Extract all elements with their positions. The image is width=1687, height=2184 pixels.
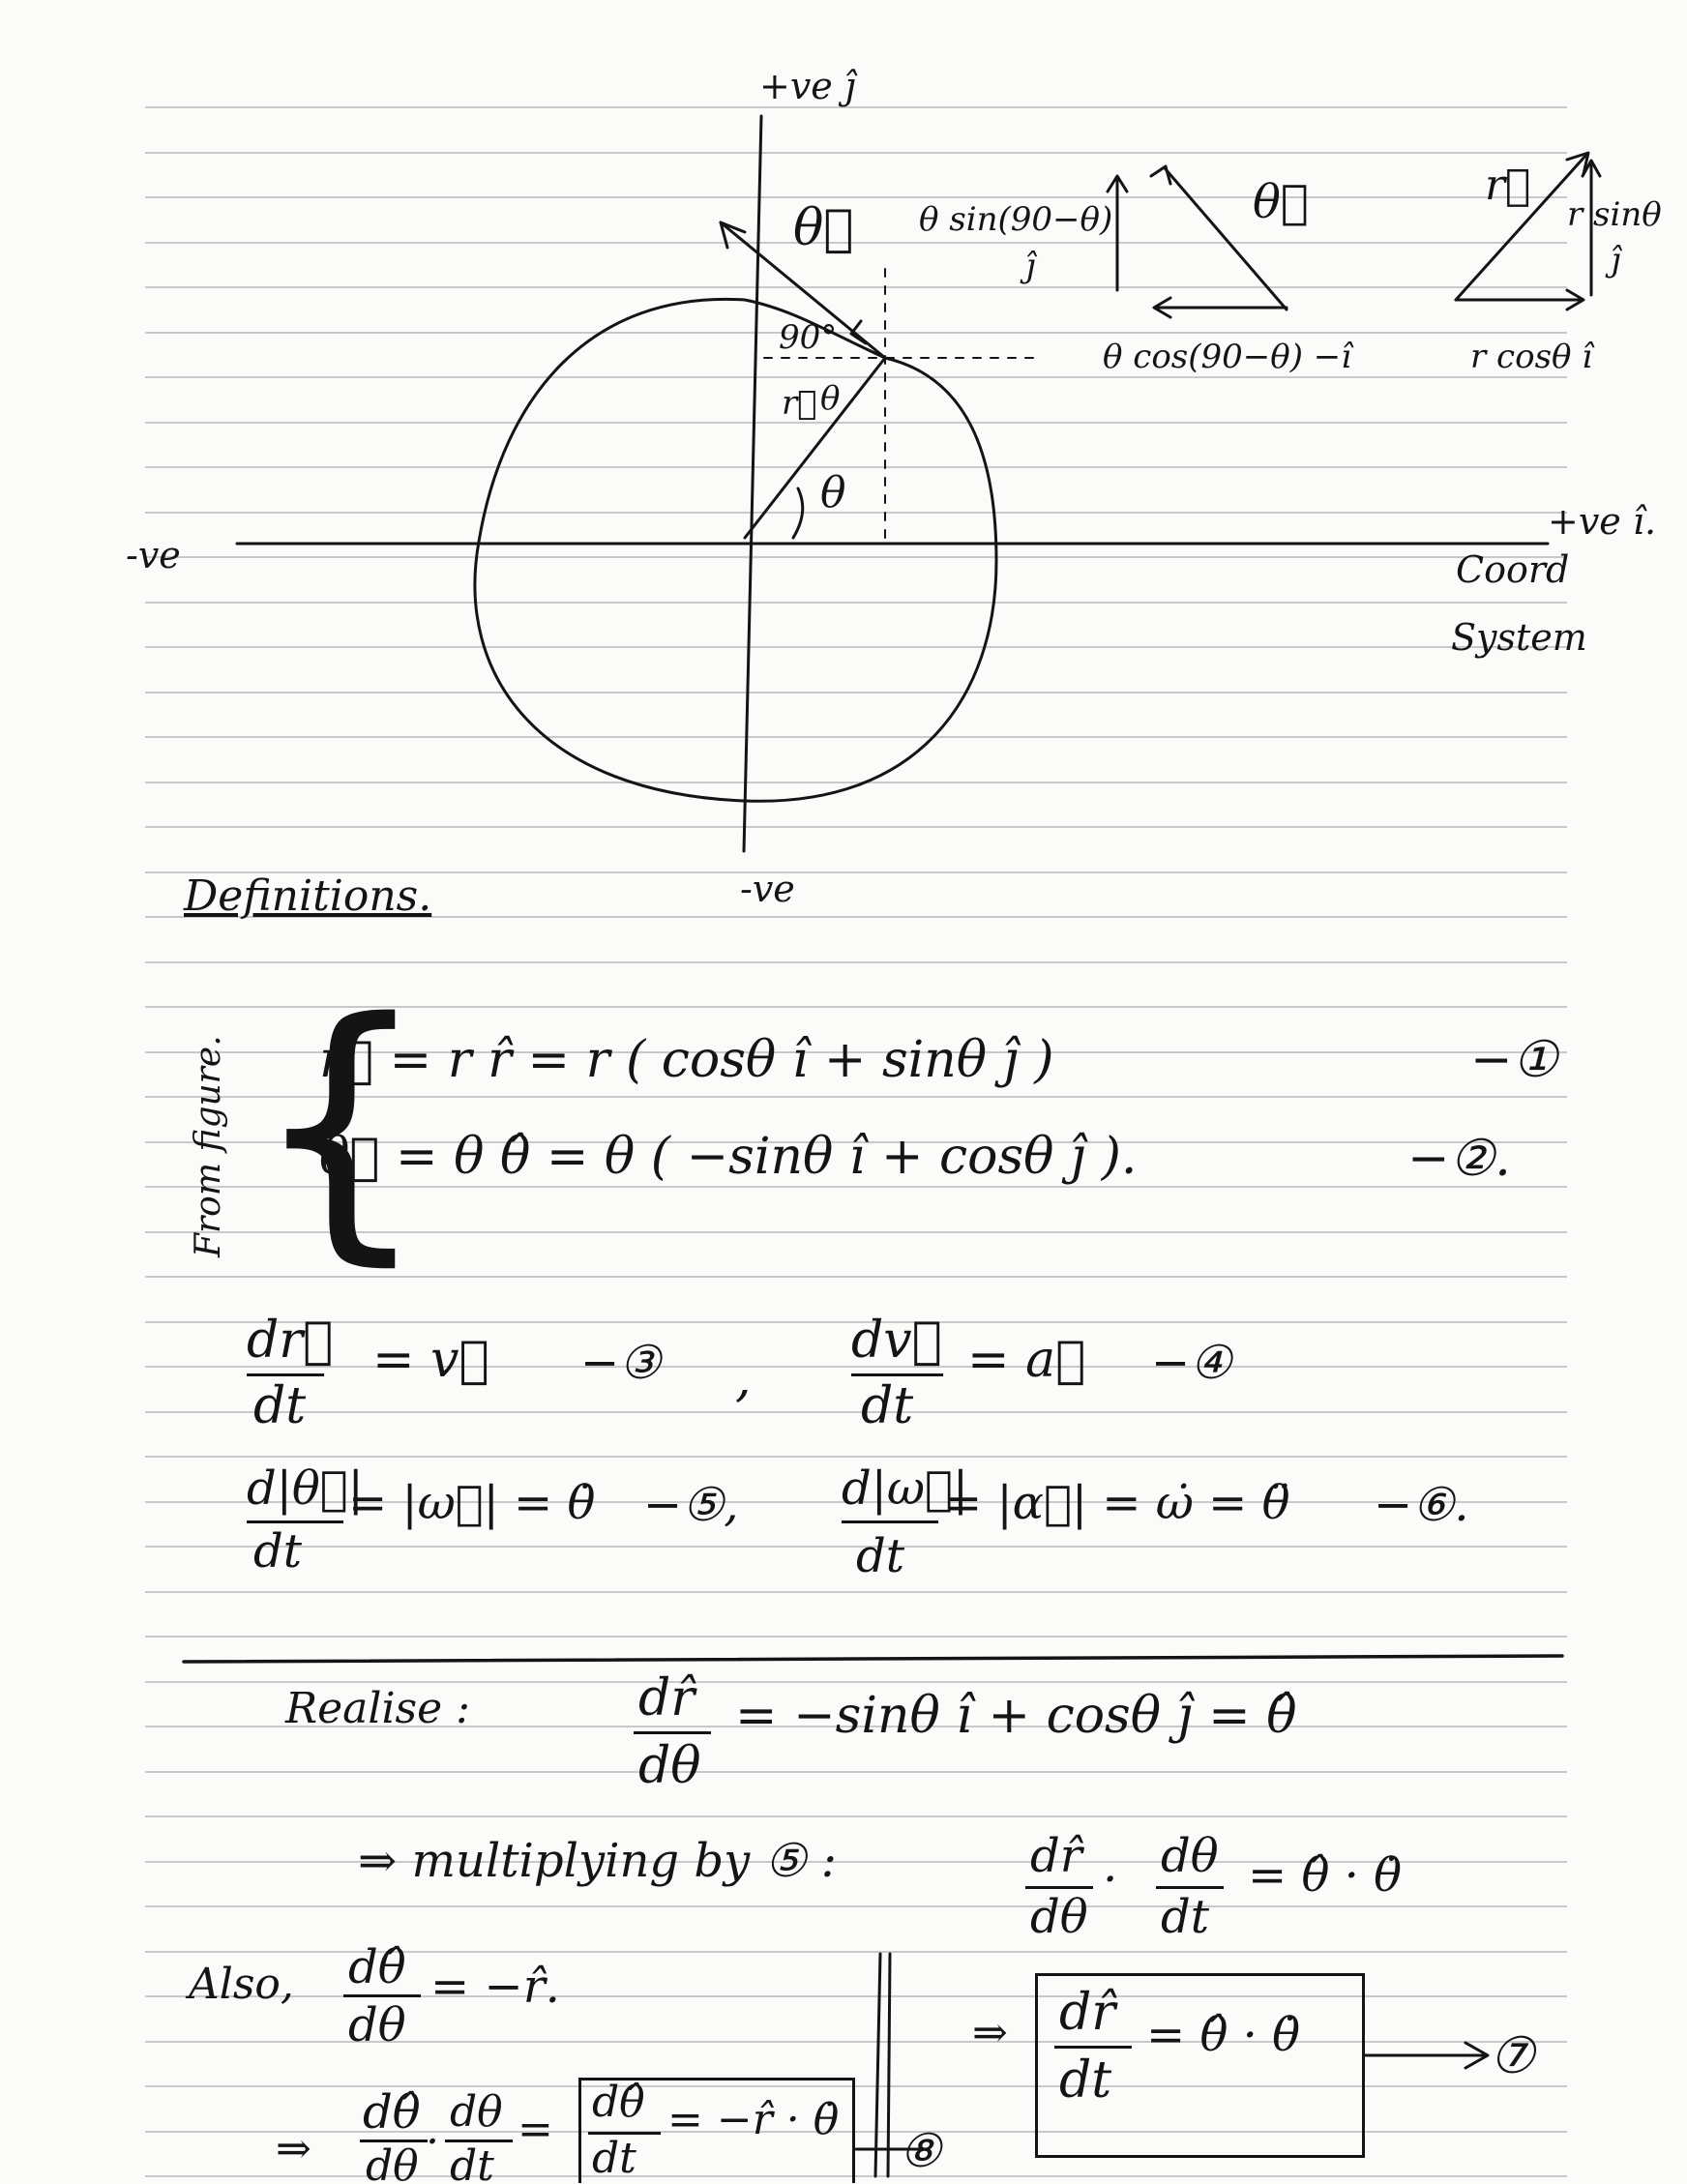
mult-rhs: = θ̂ · θ̇	[1248, 1848, 1403, 1903]
deriv4-denominator: dt	[856, 1529, 905, 1583]
also-fraction-bar	[343, 1994, 421, 1997]
theta-triangle-vertical-unit: ĵ	[1025, 247, 1036, 285]
mult-numerator-1: dr̂	[1030, 1829, 1082, 1883]
deriv1-denominator: dt	[253, 1377, 307, 1435]
deriv-separator: ,	[735, 1350, 752, 1408]
also-l-numerator-2: dθ	[450, 2087, 503, 2137]
small-theta-label: θ	[820, 379, 841, 418]
theta-vector-label: θ⃗	[793, 199, 854, 257]
theta-angle-arc	[793, 488, 803, 538]
multiplying-text: ⇒ multiplying by ⑤ :	[358, 1834, 837, 1888]
ninety-degree-label: 90°	[779, 318, 838, 357]
eq8-numerator: dθ̂	[592, 2078, 645, 2127]
also-rhs: = −r̂.	[430, 1960, 560, 2014]
deriv3-fraction-bar	[247, 1520, 343, 1523]
deriv1-tag: −③	[580, 1336, 662, 1390]
also-l-dot: .	[426, 2105, 439, 2154]
also-l-denominator-2: dt	[450, 2141, 494, 2184]
axis-x-positive-label: +ve î.	[1548, 500, 1657, 543]
axis-y-positive-label: +ve ĵ	[759, 65, 856, 107]
r-triangle-vertical-unit: ĵ	[1611, 241, 1621, 280]
eq7-tag: ⑦	[1490, 2027, 1535, 2085]
mult-fraction-bar-2	[1156, 1886, 1224, 1889]
eq8-denominator: dt	[592, 2134, 636, 2183]
equation-2-tag: −②.	[1407, 1130, 1511, 1188]
realise-rhs: = −sinθ î + cosθ ĵ = θ̂	[735, 1687, 1297, 1745]
deriv1-rhs: = v⃗	[372, 1331, 489, 1389]
theta-triangle-vector-label: θ⃗	[1253, 175, 1309, 229]
deriv2-tag: −④	[1151, 1336, 1232, 1390]
also-l-equals: =	[518, 2105, 553, 2154]
theta-triangle-vertical-label: θ sin(90−θ)	[919, 200, 1113, 239]
axis-y-negative-label: -ve	[740, 868, 795, 910]
eq7-numerator: dr̂	[1059, 1984, 1116, 2042]
realise-fraction-bar	[634, 1731, 711, 1734]
realise-label: Realise :	[285, 1684, 470, 1733]
eq7-fraction-bar	[1054, 2046, 1132, 2049]
system-label: System	[1451, 616, 1587, 659]
deriv3-tag: −⑤,	[643, 1478, 739, 1532]
also-l-denominator-1: dθ	[366, 2141, 419, 2184]
mult-numerator-2: dθ	[1161, 1829, 1219, 1883]
boxed-implies-arrow: ⇒	[972, 2008, 1008, 2057]
angle-theta-label: θ	[820, 468, 846, 517]
deriv4-tag: −⑥.	[1374, 1478, 1469, 1532]
mult-fraction-bar-1	[1025, 1886, 1093, 1889]
deriv2-fraction-bar	[851, 1373, 943, 1376]
r-triangle-vertical-label: r sinθ	[1567, 195, 1662, 234]
also-numerator: dθ̂	[348, 1940, 406, 1994]
also-label: Also,	[189, 1960, 294, 2009]
eq7-rhs: = θ̂ · θ̇	[1146, 2008, 1301, 2062]
eq8-rhs: = −r̂ · θ̇	[667, 2095, 840, 2144]
also-denominator: dθ	[348, 1998, 406, 2052]
deriv4-fraction-bar	[842, 1520, 938, 1523]
deriv3-rhs: = |ω⃗| = θ̇	[348, 1476, 596, 1530]
definitions-heading: Definitions.	[184, 871, 432, 921]
eq8-tag: ⑧	[900, 2124, 942, 2178]
mult-dot: .	[1103, 1839, 1118, 1893]
r-triangle-horizontal-label: r cosθ î	[1470, 338, 1593, 376]
mult-denominator-2: dt	[1161, 1890, 1210, 1944]
r-vector-label: r⃗	[782, 384, 817, 423]
theta-triangle-horizontal-label: θ cos(90−θ) −î	[1103, 338, 1352, 376]
deriv4-numerator: d|ω⃗|	[842, 1461, 969, 1516]
y-axis	[744, 116, 761, 851]
realise-denominator: dθ	[638, 1737, 701, 1795]
section-separator	[184, 1656, 1562, 1662]
equation-1: r⃗ = r r̂ = r ( cosθ î + sinθ ĵ )	[319, 1031, 1054, 1089]
bottom-vertical-divider	[875, 1954, 880, 2176]
eq7-denominator: dt	[1059, 2051, 1112, 2110]
deriv3-numerator: d|θ⃗|	[247, 1461, 364, 1516]
equation-2: θ⃗ = θ θ̂ = θ ( −sinθ î + cosθ ĵ ).	[319, 1128, 1138, 1186]
from-figure-label: From figure.	[189, 1035, 228, 1257]
equation-1-tag: −①	[1470, 1031, 1558, 1089]
also-implies-arrow: ⇒	[276, 2124, 311, 2173]
also-l-numerator-1: dθ̂	[363, 2085, 421, 2140]
r-triangle-vector-label: r⃗	[1485, 161, 1531, 210]
deriv1-fraction-bar	[247, 1373, 324, 1376]
deriv4-rhs: = |α⃗| = ω̇ = θ̈	[943, 1476, 1290, 1530]
deriv1-numerator: dr⃗	[247, 1312, 334, 1370]
axis-x-negative-label: -ve	[126, 534, 181, 576]
deriv2-denominator: dt	[861, 1377, 914, 1435]
deriv2-rhs: = a⃗	[967, 1331, 1086, 1389]
left-brace: {	[252, 963, 430, 1289]
realise-numerator: dr̂	[638, 1669, 696, 1727]
deriv3-denominator: dt	[253, 1524, 303, 1579]
coord-label: Coord	[1456, 548, 1570, 591]
circle-curve	[475, 299, 996, 801]
mult-denominator-1: dθ	[1030, 1890, 1088, 1944]
deriv2-numerator: dv⃗	[851, 1312, 942, 1370]
